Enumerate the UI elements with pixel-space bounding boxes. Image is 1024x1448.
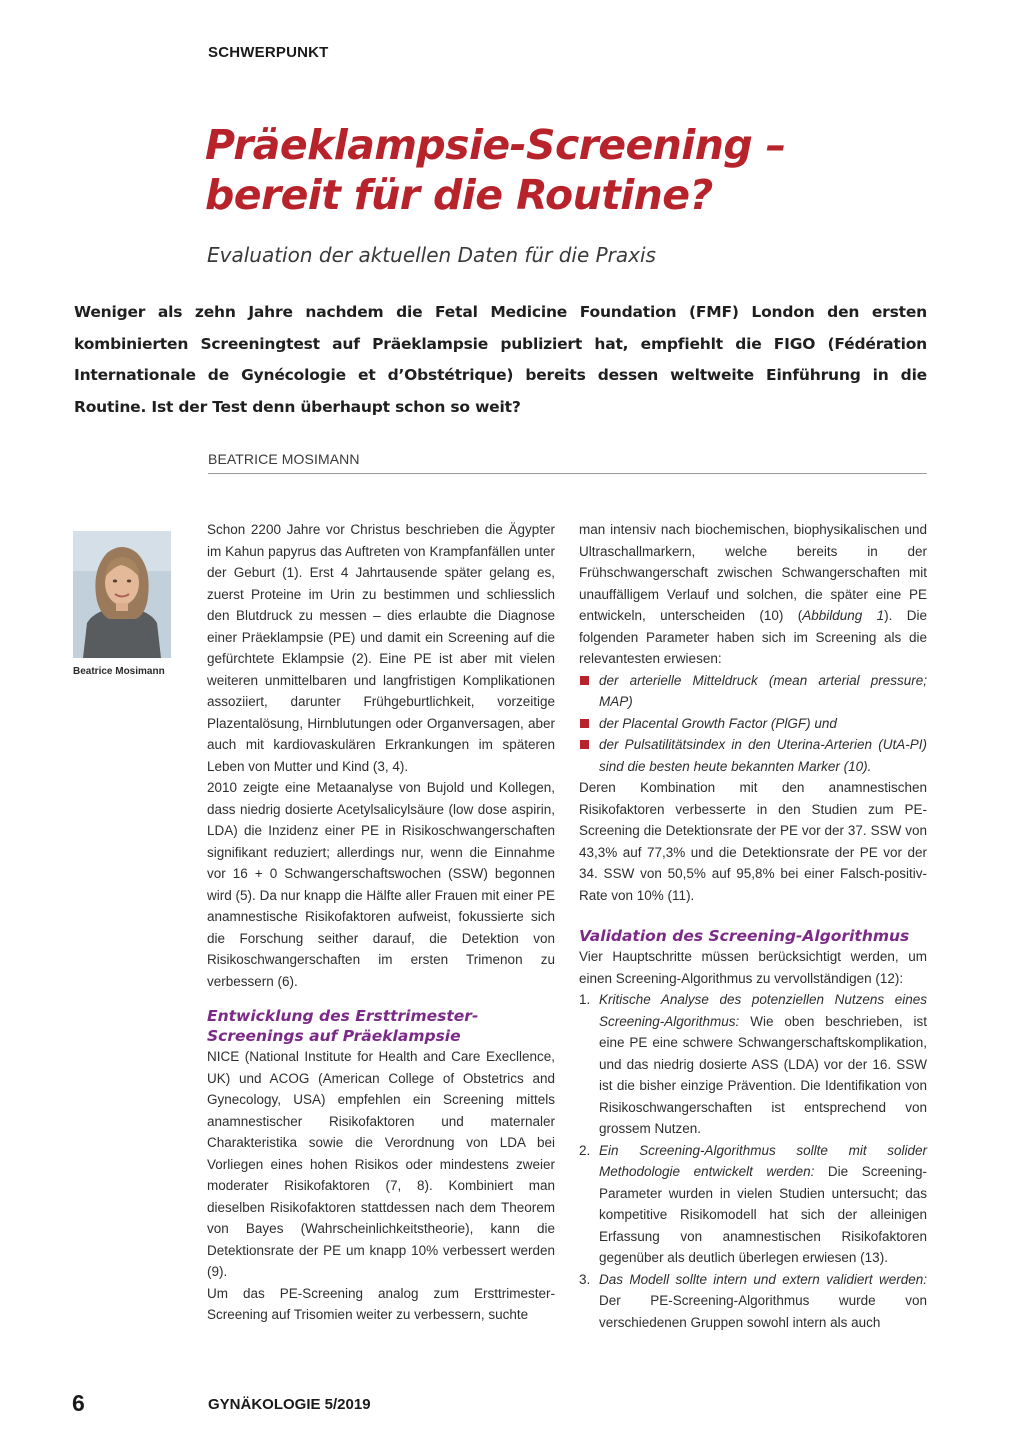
step-title: Kritische Analyse des potenziellen Nutzens eines Screening-Algorithmus: <box>599 992 927 1029</box>
square-bullet-icon <box>580 676 589 685</box>
list-item <box>579 1269 927 1334</box>
list-item <box>579 1140 927 1269</box>
body-paragraph <box>579 519 927 670</box>
list-item <box>579 734 927 777</box>
paragraph-text: man intensiv nach biochemischen, biophysikalischen und Ultraschallmarkern, welche bereits in der Frühschwangerschaft zwischen Schwangerschaften mit unauffälligem Verlauf und solchen, die später eine PE entwickeln, unterscheiden (10) ( <box>579 522 927 623</box>
step-number: 3. <box>579 1271 591 1287</box>
article-title <box>205 120 786 220</box>
body-paragraph: 2010 zeigte eine Metaanalyse von Bujold und Kollegen, dass niedrig dosierte Acetylsalicylsäure (low dose aspirin, LDA) die Inzidenz einer PE in Risikoschwangerschaften signifikant reduziert; allerdings nur, wenn die Einnahme vor 16 + 0 Schwangerschaftswochen (SSW) begonnen wird (5). Da nur knapp die Hälfte aller Frauen mit einer PE anamnestische Risikofaktoren aufweist, fokussierte sich die Forschung seither darauf, die Detektion von Risikoschwangerschaften im ersten Trimenon zu verbessern (6). <box>207 780 555 989</box>
body-paragraph: Schon 2200 Jahre vor Christus beschrieben die Ägypter im Kahun papyrus das Auftreten von Krampfanfällen unter der Geburt (1). Erst 4 Jahrtausende später gelang es, zuerst Proteine im Urin zu bestimmen und schliesslich den Blutdruck zu messen – dies erlaubte die Diagnose einer Präeklampsie (PE) und damit ein Screening auf die gefürchtete Eklampsie (2). Eine PE ist aber mit vielen weiteren unmittelbaren und langfristigen Komplikationen assoziiert, darunter Frühgeburtlichkeit, vorzeitige Plazentalösung, Hirnblutungen oder Organversagen, aber auch mit kardiovaskulären Erkrankungen im späteren Leben von Mutter und Kind (3, 4). <box>207 522 555 774</box>
body-paragraph: Vier Hauptschritte müssen berücksichtigt werden, um einen Screening-Algorithmus zu vervollständigen (12): <box>579 949 927 986</box>
left-text-column <box>207 519 555 1326</box>
square-bullet-icon <box>580 719 589 728</box>
article-subtitle: Evaluation der aktuellen Daten für die Praxis <box>207 243 656 267</box>
step-title: Das Modell sollte intern und extern validiert werden: <box>599 1271 927 1287</box>
list-item <box>579 670 927 713</box>
step-text: Die Screening-Parameter wurden in vielen Studien untersucht; das kompetitive Risikomodell hat sich der alleinigen Erfassung von anamnestischen Risikofaktoren gegenüber als deutlich überlegen erwiesen (13). <box>599 1164 927 1265</box>
author-divider <box>208 473 927 474</box>
right-text-column <box>579 519 927 1333</box>
step-number: 2. <box>579 1142 591 1158</box>
section-label: SCHWERPUNKT <box>208 44 329 61</box>
journal-name: GYNÄKOLOGIE 5/2019 <box>208 1396 371 1413</box>
section-heading: Validation des Screening-Algorithmus <box>579 927 910 945</box>
body-paragraph: Deren Kombination mit den anamnestischen Risikofaktoren verbesserte in den Studien zum PE-Screening die Detektionsrate der PE vor der 37. SSW von 43,3% auf 77,3% und die Detektionsrate der PE vor der 34. SSW von 50,5% auf 95,8% bei einer Falsch-positiv-Rate von 10% (11). <box>579 780 927 903</box>
square-bullet-icon <box>580 740 589 749</box>
list-item-text: der Placental Growth Factor (PlGF) und <box>599 715 837 731</box>
step-number: 1. <box>579 992 591 1007</box>
body-paragraph: Um das PE-Screening analog zum Ersttrimester-Screening auf Trisomien weiter zu verbessern, suchte <box>207 1285 555 1322</box>
paragraph-text: ). Die folgenden Parameter haben sich im Screening als die relevantesten erwiesen: <box>579 608 927 666</box>
figure-reference: Abbildung 1 <box>802 608 885 623</box>
title-line-1: Präeklampsie-Screening – <box>205 121 786 169</box>
section-heading: Entwicklung des Ersttrimester-Screenings auf Präeklampsie <box>207 1007 479 1045</box>
list-item <box>579 713 927 735</box>
list-item-text: der arterielle Mitteldruck (mean arterial pressure; MAP) <box>599 672 927 709</box>
body-paragraph: NICE (National Institute for Health and Care Execllence, UK) und ACOG (American College of Obstetrics and Gynecology, USA) empfehlen ein Screening mittels anamnestischer Risikofaktoren und maternaler Charakteristika sowie die Verordnung von LDA bei Vorliegen eines hohen Risikos oder mindestens zweier moderater Risikofaktoren (7, 8). Kombiniert man dieselben Risikofaktoren stattdessen nach dem Theorem von Bayes (Wahrscheinlichkeitstheorie), kann die Detektionsrate der PE um knapp 10% verbessert werden (9). <box>207 1049 555 1279</box>
author-name: BEATRICE MOSIMANN <box>208 451 360 467</box>
step-text: Der PE-Screening-Algorithmus wurde von verschiedenen Gruppen sowohl intern als auch <box>599 1293 927 1330</box>
photo-caption: Beatrice Mosimann <box>73 666 165 677</box>
title-line-2: bereit für die Routine? <box>205 171 713 219</box>
author-photo <box>73 531 171 658</box>
marker-list <box>579 670 927 778</box>
lead-paragraph: Weniger als zehn Jahre nachdem die Fetal Medicine Foundation (FMF) London den ersten kombinierten Screeningtest auf Präeklampsie publiziert hat, empfiehlt die FIGO (Fédération Internationale de Gynécologie et d’Obstétrique) bereits dessen weltweite Einführung in die Routine. Ist der Test denn überhaupt schon so weit? <box>74 303 927 416</box>
list-item-text: der Pulsatilitätsindex in den Uterina-Arterien (UtA-PI) sind die besten heute bekannten Marker (10). <box>599 737 927 774</box>
page-number: 6 <box>72 1390 85 1416</box>
steps-list <box>579 989 927 1333</box>
list-item <box>579 989 927 1140</box>
step-text: Wie oben beschrieben, ist eine PE eine schwere Schwangerschaftskomplikation, und das niedrig dosierte ASS (LDA) vor der 16. SSW ist die bisher einzige Prävention. Die Identifikation von Risikoschwangerschaften ist entsprechend von grossem Nutzen. <box>599 1013 927 1136</box>
step-title: Ein Screening-Algorithmus sollte mit solider Methodologie entwickelt werden: <box>599 1142 927 1179</box>
portrait-image <box>73 531 171 658</box>
